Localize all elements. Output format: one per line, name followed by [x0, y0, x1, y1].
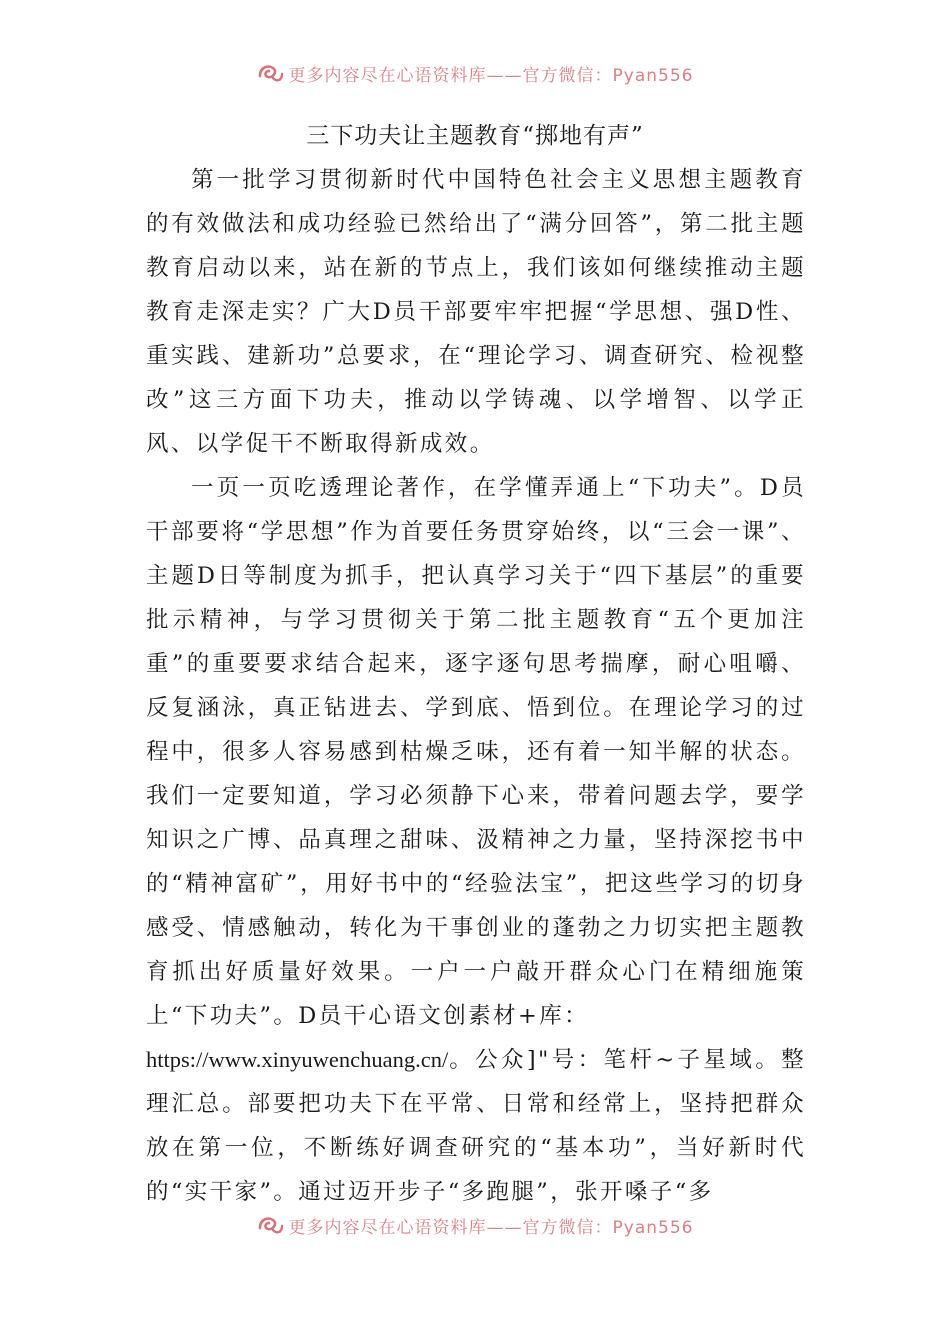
document-body: [146, 158, 806, 1214]
website-url: https://www.xinyuwenchuang.cn/: [146, 1047, 449, 1072]
watermark-text: 更多内容尽在心语资料库——官方微信：Pyan556: [288, 65, 694, 86]
watermark-logo-icon: [257, 62, 285, 84]
paragraph-2: 一页一页吃透理论著作，在学懂弄通上“下功夫”。D员干部要将“学思想”作为首要任务贯穿始终，以“三会一课”、主题D日等制度为抓手，把认真学习关于“四下基层”的重要批示精神，与学习贯彻关于第二批主题教育“五个更加注重”的重要要求结合起来，逐字逐句思考揣摩，耐心咀嚼、反复涵泳，真正钻进去、学到底、悟到位。在理论学习的过程中，很多人容易感到枯燥乏味，还有着一知半解的状态。我们一定要知道，学习必须静下心来，带着问题去学，要学知识之广博、品真理之甜味、汲精神之力量，坚持深挖书中的“精神富矿”，用好书中的“经验法宝”，把这些学习的切身感受、情感触动，转化为干事创业的蓬勃之力切实把主题教育抓出好质量好效果。一户一户敲开群众心门在精细施策上“下功夫”。D员干心语文创素材+库：: [146, 475, 806, 1029]
document-title: 三下功夫让主题教育“掷地有声”: [306, 123, 644, 149]
watermark-text: 更多内容尽在心语资料库——官方微信：Pyan556: [288, 1217, 694, 1238]
paragraph-3: [146, 1038, 806, 1214]
paragraph-3-text: 。公众]"号：笔杆~子星域。整理汇总。部要把功夫下在平常、日常和经常上，坚持把群众放在第一位，不断练好调查研究的“基本功”，当好新时代的“实干家”。通过迈开步子“多跑腿”，张开嗓子“多: [146, 1047, 806, 1205]
watermark-logo-icon: [257, 1214, 285, 1236]
watermark-banner-bottom: [0, 1208, 950, 1242]
watermark-banner-top: [0, 56, 950, 90]
paragraph-1: 第一批学习贯彻新时代中国特色社会主义思想主题教育的有效做法和成功经验已然给出了“满分回答”，第二批主题教育启动以来，站在新的节点上，我们该如何继续推动主题教育走深走实？广大D员干部要牢牢把握“学思想、强D性、重实践、建新功”总要求，在“理论学习、调查研究、检视整改”这三方面下功夫，推动以学铸魂、以学增智、以学正风、以学促干不断取得新成效。: [146, 167, 806, 457]
